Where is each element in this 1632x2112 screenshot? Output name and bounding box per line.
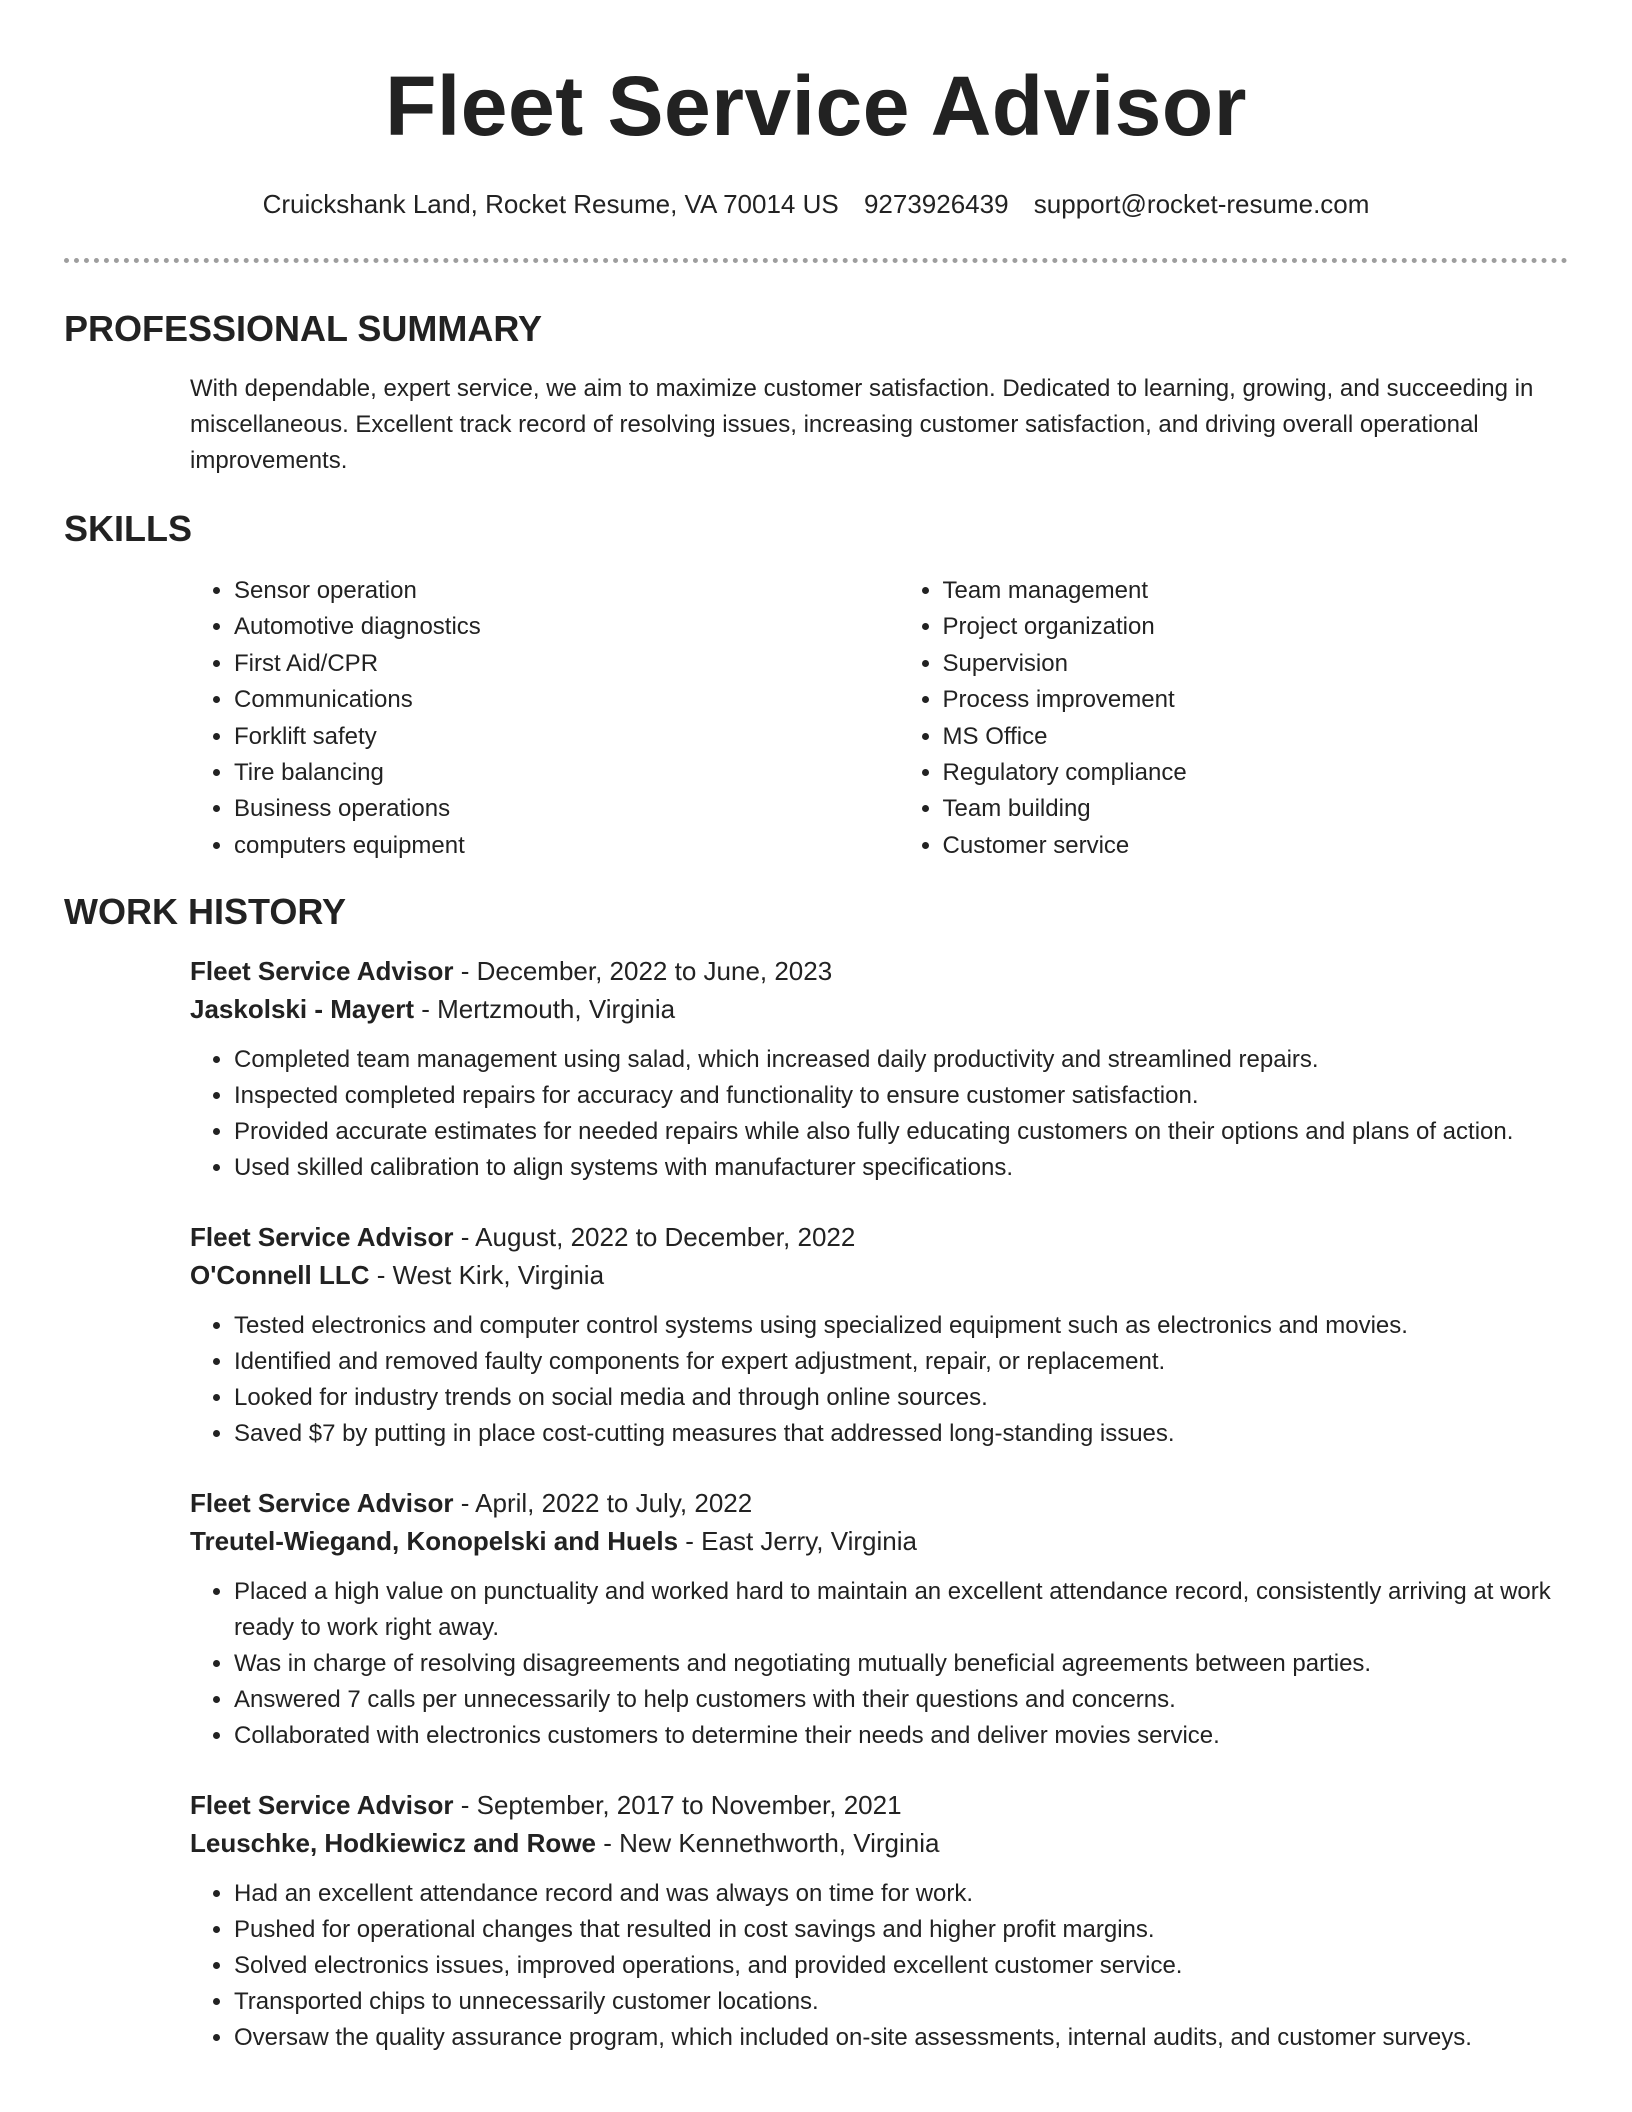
job-bullets xyxy=(190,1574,1568,1754)
work-history-heading: WORK HISTORY xyxy=(64,891,347,933)
job-bullet: • Transported chips to unnecessarily customer locations. xyxy=(234,1984,1568,2020)
skill-item: • Tire balancing xyxy=(234,755,899,791)
job-bullets xyxy=(190,1876,1568,2056)
skill-item: • Forklift safety xyxy=(234,719,899,755)
skills-column-right xyxy=(899,573,1568,864)
resume-name: Fleet Service Advisor xyxy=(385,59,1247,153)
job-bullet: • Completed team management using salad, which increased daily productivity and streamlined repairs. xyxy=(234,1042,1568,1078)
skill-item: • First Aid/CPR xyxy=(234,646,899,682)
contact-address: Cruickshank Land, Rocket Resume, VA 70014 US xyxy=(262,189,839,219)
job-title-line xyxy=(190,1484,1568,1522)
job-bullet: • Answered 7 calls per unnecessarily to help customers with their questions and concerns. xyxy=(234,1682,1568,1718)
job-bullet: • Was in charge of resolving disagreements and negotiating mutually beneficial agreements between parties. xyxy=(234,1646,1568,1682)
skill-item: • Team building xyxy=(943,791,1568,827)
job-bullets xyxy=(190,1042,1568,1186)
skill-item: • Process improvement xyxy=(943,682,1568,718)
job-bullet: • Tested electronics and computer control systems using specialized equipment such as electronics and movies. xyxy=(234,1308,1568,1344)
skill-item: • Sensor operation xyxy=(234,573,899,609)
job-dates: - September, 2017 to November, 2021 xyxy=(453,1790,902,1821)
job-title-line xyxy=(190,1218,1568,1256)
header-divider xyxy=(64,258,1568,263)
job-company-line xyxy=(190,990,1568,1028)
job-bullet: • Saved $7 by putting in place cost-cutting measures that addressed long-standing issues. xyxy=(234,1416,1568,1452)
job-role: Fleet Service Advisor xyxy=(190,1488,454,1519)
skill-item: • Supervision xyxy=(943,646,1568,682)
resume-page xyxy=(64,0,1568,2056)
job-company: O'Connell LLC xyxy=(190,1260,370,1291)
job-bullet: • Solved electronics issues, improved operations, and provided excellent customer service. xyxy=(234,1948,1568,1984)
job-entry xyxy=(190,1786,1568,2056)
job-dates: - April, 2022 to July, 2022 xyxy=(453,1488,753,1519)
skill-item: • Communications xyxy=(234,682,899,718)
job-dates: - August, 2022 to December, 2022 xyxy=(453,1222,856,1253)
skill-item: • Customer service xyxy=(943,828,1568,864)
job-bullet: • Oversaw the quality assurance program, which included on-site assessments, internal audits, and customer surveys. xyxy=(234,2020,1568,2056)
job-company-line xyxy=(190,1824,1568,1862)
summary-text: With dependable, expert service, we aim to maximize customer satisfaction. Dedicated to learning, growing, and succeeding in miscellaneous. Excellent track record of resolving issues, increasing customer satisfaction, and driving overall operational improvements. xyxy=(190,375,1534,474)
job-bullet: • Looked for industry trends on social media and through online sources. xyxy=(234,1380,1568,1416)
contact-line xyxy=(64,188,1568,220)
skill-item: • computers equipment xyxy=(234,828,899,864)
job-dates: - December, 2022 to June, 2023 xyxy=(453,956,833,987)
job-location: - New Kennethworth, Virginia xyxy=(596,1828,940,1859)
job-bullet: • Collaborated with electronics customers to determine their needs and deliver movies service. xyxy=(234,1718,1568,1754)
job-bullet: • Pushed for operational changes that resulted in cost savings and higher profit margins. xyxy=(234,1912,1568,1948)
job-location: - East Jerry, Virginia xyxy=(678,1526,917,1557)
job-bullet: • Identified and removed faulty components for expert adjustment, repair, or replacement. xyxy=(234,1344,1568,1380)
skill-item: • Team management xyxy=(943,573,1568,609)
skill-item: • Regulatory compliance xyxy=(943,755,1568,791)
skills-column-left xyxy=(190,573,899,864)
skills-list xyxy=(190,573,1568,864)
job-entry xyxy=(190,1218,1568,1452)
job-bullet: • Used skilled calibration to align systems with manufacturer specifications. xyxy=(234,1150,1568,1186)
job-bullet: • Inspected completed repairs for accuracy and functionality to ensure customer satisfaction. xyxy=(234,1078,1568,1114)
summary-heading: PROFESSIONAL SUMMARY xyxy=(64,308,543,349)
job-company: Treutel-Wiegand, Konopelski and Huels xyxy=(190,1526,679,1557)
contact-phone: 9273926439 xyxy=(863,189,1009,219)
job-bullet: • Provided accurate estimates for needed repairs while also fully educating customers on their options and plans of action. xyxy=(234,1114,1568,1150)
job-company-line xyxy=(190,1256,1568,1294)
job-entry xyxy=(190,952,1568,1186)
contact-email: support@rocket-resume.com xyxy=(1033,189,1370,219)
job-role: Fleet Service Advisor xyxy=(190,1222,454,1253)
job-title-line xyxy=(190,952,1568,990)
skill-item: • Automotive diagnostics xyxy=(234,609,899,645)
job-role: Fleet Service Advisor xyxy=(190,956,454,987)
job-location: - West Kirk, Virginia xyxy=(369,1260,605,1291)
job-location: - Mertzmouth, Virginia xyxy=(414,994,676,1025)
job-entry xyxy=(190,1484,1568,1754)
job-bullets xyxy=(190,1308,1568,1452)
job-company: Leuschke, Hodkiewicz and Rowe xyxy=(190,1828,596,1859)
skills-heading: SKILLS xyxy=(64,508,193,549)
job-company: Jaskolski - Mayert xyxy=(190,994,415,1025)
job-company-line xyxy=(190,1522,1568,1560)
job-bullet: • Had an excellent attendance record and was always on time for work. xyxy=(234,1876,1568,1912)
skill-item: • Project organization xyxy=(943,609,1568,645)
job-title-line xyxy=(190,1786,1568,1824)
job-role: Fleet Service Advisor xyxy=(190,1790,454,1821)
skill-item: • Business operations xyxy=(234,791,899,827)
job-bullet: • Placed a high value on punctuality and worked hard to maintain an excellent attendance record, consistently arriving at work ready to work right away. xyxy=(234,1574,1568,1646)
skill-item: • MS Office xyxy=(943,719,1568,755)
